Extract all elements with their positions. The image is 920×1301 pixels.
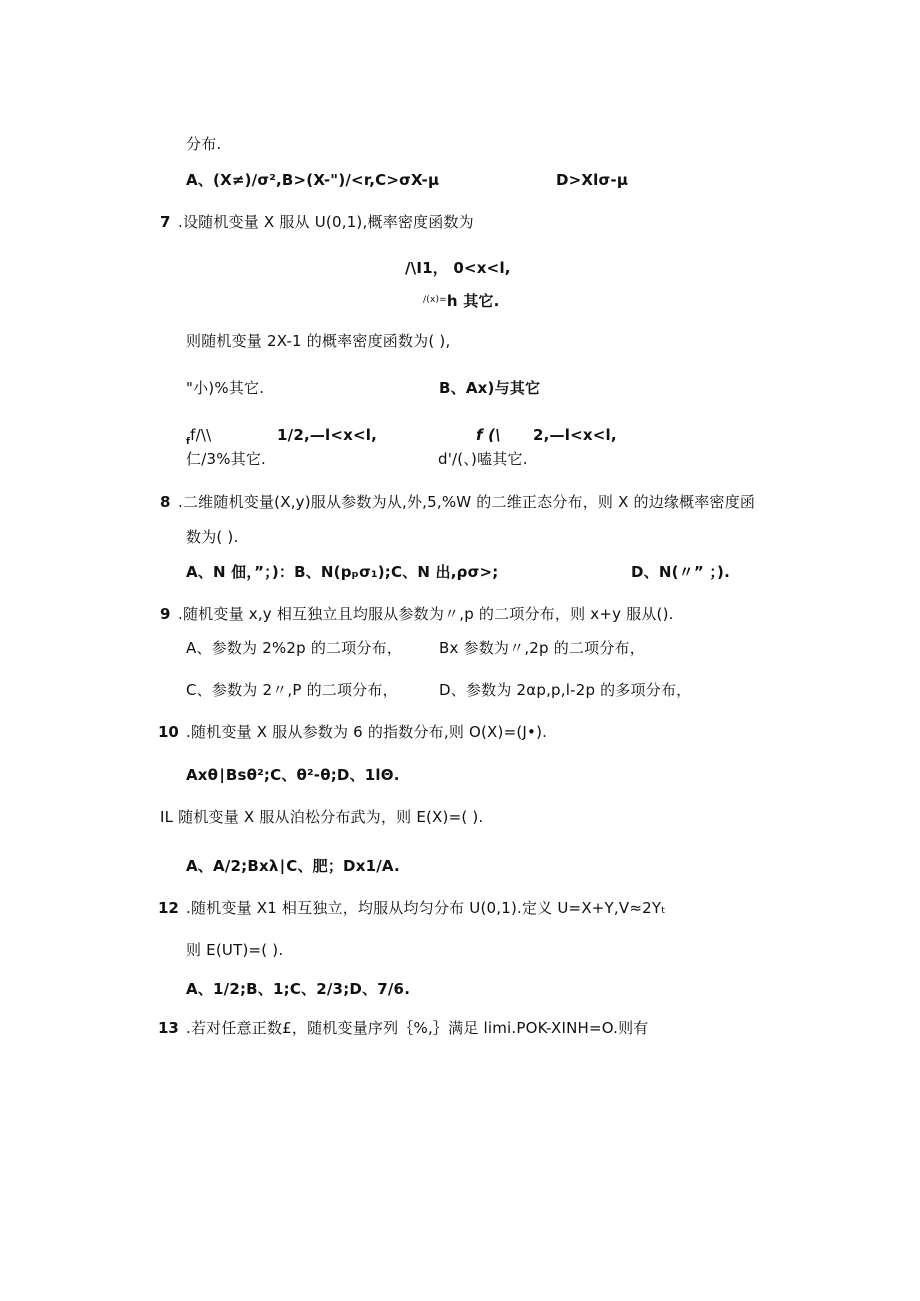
q7-option-c-line2: 仁/3%其它.	[186, 450, 267, 468]
q6-option-d: D>Xlσ-μ	[556, 171, 629, 189]
q9-question: .随机变量 x,y 相互独立且均服从参数为〃,p 的二项分布，则 x+y 服从().	[178, 605, 674, 623]
q13-number: 13	[158, 1019, 179, 1037]
q9-option-b: Bx 参数为〃,2p 的二项分布，	[439, 639, 645, 657]
q8-number: 8	[160, 493, 171, 511]
q8-option-d: D、N(〃” ；).	[631, 563, 730, 581]
q7-number: 7	[160, 213, 171, 231]
q8-options-abc: A、N 佃，”；)：B、N(pₚσ₁);C、N 出,ρσ>;	[186, 563, 499, 581]
q7-formula-line1: /\I1， 0<x<l,	[405, 259, 511, 277]
q7-option-a: "小)%其它.	[186, 379, 265, 397]
q12-number: 12	[158, 899, 179, 917]
q10-question: .随机变量 X 服从参数为 6 的指数分布,则 O(X)=(J•).	[186, 723, 548, 741]
q8-question: .二维随机变量(X,y)服从参数为从,外,5,%W 的二维正态分布，则 X 的边缘概率密度函	[178, 493, 756, 511]
q7-option-d-line2: d'/(、)嗑其它.	[438, 450, 528, 468]
q7-formula-sup: /(x)=	[423, 295, 447, 305]
q6-options-abc-text: A、(X≠)∕σ²,B>(X-")∕<r,C>σX-μ	[186, 171, 440, 189]
q12-options: A、1/2;B、1;C、2/3;D、7/6.	[186, 980, 411, 998]
q7-formula-rest: h 其它.	[446, 292, 500, 310]
q6-options-abc	[186, 170, 439, 190]
text-fenbu: 分布.	[186, 135, 222, 153]
q10-number: 10	[158, 723, 179, 741]
q7-formula-line2	[423, 290, 500, 311]
q9-option-a: A、参数为 2%2p 的二项分布，	[186, 639, 403, 657]
q10-options: Axθ∣Bsθ²;C、θ²-θ;D、1lΘ.	[186, 766, 400, 784]
q7-question: .设随机变量 X 服从 U(0,1),概率密度函数为	[178, 213, 474, 231]
q7-option-d-symbol: f (\	[476, 426, 501, 444]
q7-option-c-symbol	[186, 425, 211, 452]
q7-option-c-range: 1/2,—l<x<l,	[277, 426, 378, 444]
q12-subquestion: 则 E(UT)=( ).	[186, 941, 284, 959]
q9-option-c: C、参数为 2〃,P 的二项分布，	[186, 681, 398, 699]
q11-options: A、A/2;Bxλ∣C、肥；Dx1/A.	[186, 857, 400, 875]
q7-option-c-sub: f	[186, 437, 191, 447]
q9-number: 9	[160, 605, 171, 623]
q7-subquestion: 则随机变量 2X-1 的概率密度函数为( ),	[186, 332, 451, 350]
q11-question: IL 随机变量 X 服从泊松分布武为，则 E(X)=( ).	[160, 808, 484, 826]
q13-question: .若对任意正数£，随机变量序列｛%,｝满足 limi.POK-XINH=O.则有	[186, 1019, 649, 1037]
q9-option-d: D、参数为 2αp,p,l-2p 的多项分布，	[439, 681, 692, 699]
q7-option-c-sym: f/\\	[190, 426, 212, 444]
q7-option-b: B、Ax)与其它	[439, 379, 541, 397]
q7-option-d-range: 2,—l<x<l,	[533, 426, 617, 444]
q12-question: .随机变量 X1 相互独立，均服从均匀分布 U(0,1).定义 U=X+Y,V≈2Yₜ	[186, 899, 666, 917]
q8-question-line2: 数为( ).	[186, 528, 239, 546]
